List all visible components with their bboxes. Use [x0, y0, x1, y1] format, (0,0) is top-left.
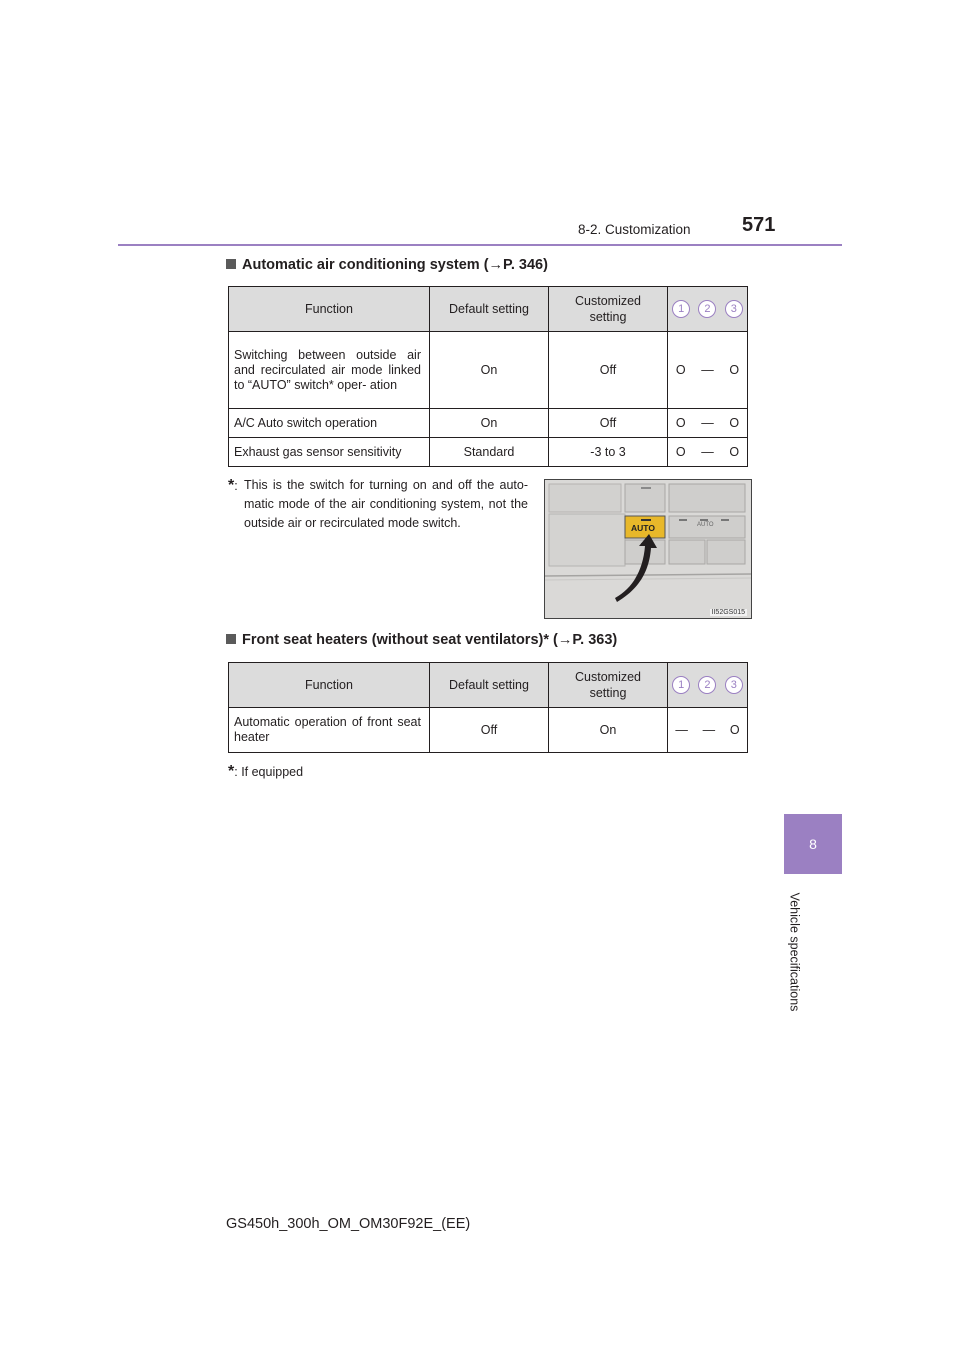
circled-number-3: 3 [725, 676, 743, 694]
auto-small-label: AUTO [697, 522, 714, 528]
table-header-row [229, 287, 748, 332]
header-rule [118, 244, 842, 246]
footnote-ac: *: This is the switch for turning on and off the auto- matic mode of the air conditioning system, not the outside air or recirculated mode switch. [228, 477, 528, 530]
header-modes [668, 287, 748, 332]
row-customized: On [549, 708, 668, 753]
mode-2-mark: — [701, 416, 714, 430]
header-customized: Customized setting [549, 663, 668, 708]
row-function: Exhaust gas sensor sensitivity [229, 438, 430, 467]
mode-1-mark: O [675, 445, 686, 459]
climate-panel-illustration [545, 480, 751, 618]
auto-button-label: AUTO [631, 523, 655, 533]
row-function: Switching between outside air and recirculated air mode linked to “AUTO” switch* oper- ation [229, 332, 430, 409]
mode-3-mark: O [729, 363, 740, 377]
circled-number-1: 1 [672, 676, 690, 694]
page-number: 571 [742, 214, 776, 236]
table-row [229, 708, 748, 753]
table-row [229, 409, 748, 438]
mode-3-mark: O [729, 416, 740, 430]
row-function: A/C Auto switch operation [229, 409, 430, 438]
mode-1-mark: — [675, 723, 688, 737]
mode-3-mark: O [729, 445, 740, 459]
circled-number-2: 2 [698, 676, 716, 694]
row-customized: Off [549, 409, 668, 438]
mode-3-mark: O [729, 723, 740, 737]
square-bullet-icon [226, 259, 236, 269]
row-customized: -3 to 3 [549, 438, 668, 467]
row-default: On [430, 332, 549, 409]
row-default: Off [430, 708, 549, 753]
chapter-title-vertical: Vehicle specifications [787, 892, 802, 1012]
section-heading-seat-heaters: Front seat heaters (without seat ventilators)* (→P. 363) [226, 632, 617, 648]
mode-2-mark: — [701, 445, 714, 459]
table-header-row [229, 663, 748, 708]
document-code: GS450h_300h_OM_OM30F92E_(EE) [226, 1216, 471, 1232]
table-row [229, 438, 748, 467]
header-default: Default setting [430, 287, 549, 332]
header-function: Function [229, 663, 430, 708]
circled-number-1: 1 [672, 300, 690, 318]
row-function: Automatic operation of front seat heater [229, 708, 430, 753]
mode-2-mark: — [701, 363, 714, 377]
footnote-seat-heaters: *: If equipped [228, 763, 304, 780]
chapter-tab[interactable] [784, 814, 842, 874]
section-heading-ac: Automatic air conditioning system (→P. 346) [226, 257, 548, 273]
header-modes [668, 663, 748, 708]
row-default: On [430, 409, 549, 438]
circled-number-3: 3 [725, 300, 743, 318]
circled-number-2: 2 [698, 300, 716, 318]
row-customized: Off [549, 332, 668, 409]
chapter-number: 8 [809, 836, 817, 852]
ac-settings-table [228, 286, 748, 467]
figure-code: II52GS015 [711, 609, 745, 616]
header-default: Default setting [430, 663, 549, 708]
header-function: Function [229, 287, 430, 332]
mode-1-mark: O [675, 416, 686, 430]
seat-heater-settings-table [228, 662, 748, 753]
square-bullet-icon [226, 634, 236, 644]
mode-2-mark: — [702, 723, 716, 737]
section-title: 8-2. Customization [578, 222, 691, 237]
mode-1-mark: O [675, 363, 686, 377]
table-row [229, 332, 748, 409]
auto-switch-figure [544, 479, 752, 619]
header-customized: Customized setting [549, 287, 668, 332]
row-default: Standard [430, 438, 549, 467]
